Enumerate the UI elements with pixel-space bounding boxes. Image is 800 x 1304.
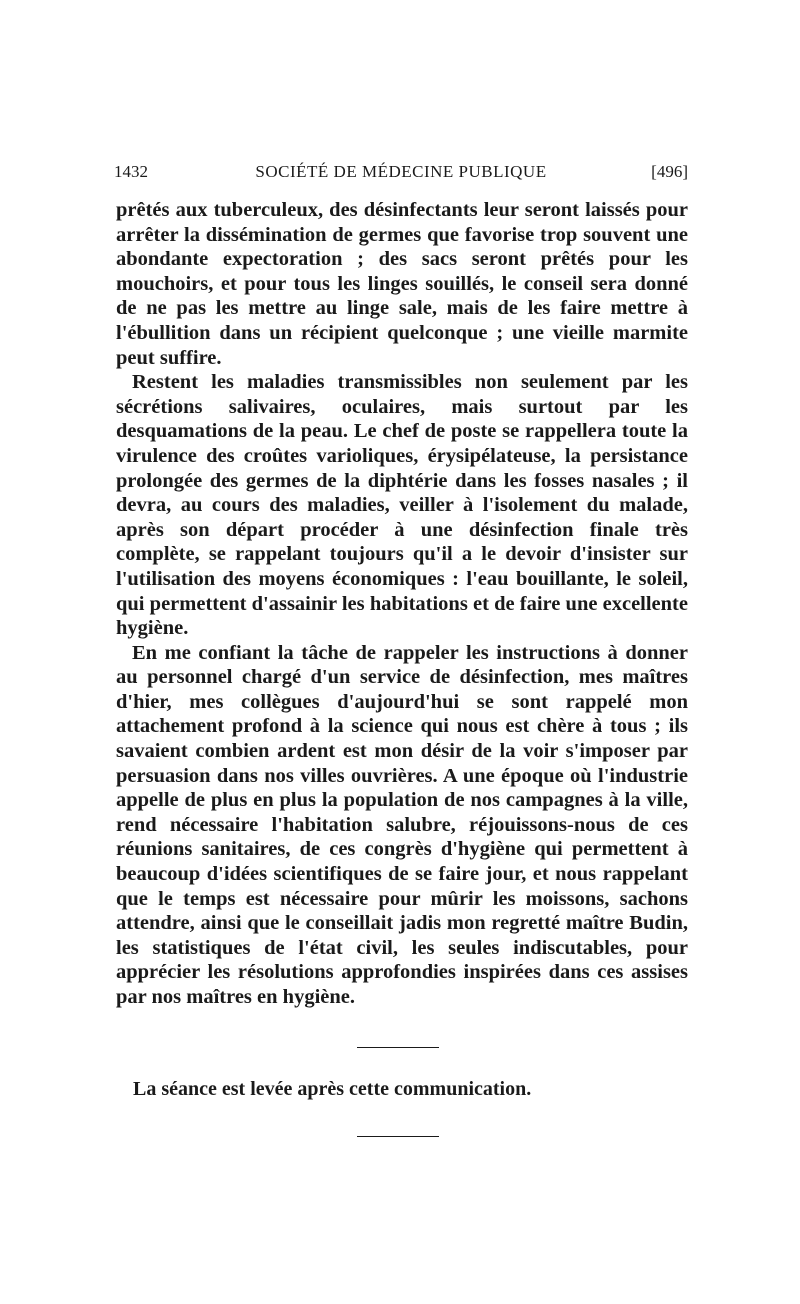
- body-text: [116, 198, 688, 1010]
- paragraph-continued: prêtés aux tuberculeux, des désinfectants leur seront laissés pour arrêter la dissémination de germes que favorise trop souvent une abondante expectoration ; des sacs seront prêtés pour les mouchoirs, et pour tous les linges souillés, le conseil sera donné de ne pas les mettre au linge sale, mais de les faire mettre à l'ébullition dans un récipient quelconque ; une vieille marmite peut suffire.: [116, 199, 688, 369]
- section-divider: [357, 1047, 439, 1048]
- paragraph: Restent les maladies transmissibles non seulement par les sécrétions salivaires, oculaires, mais surtout par les desquamations de la peau. Le chef de poste se rappellera toute la virulence des croûtes varioliques, érysipélateuse, la persistance prolongée des germes de la diphtérie dans les fosses nasales ; il devra, au cours des maladies, veiller à l'isolement du malade, après son départ procéder à une désinfection finale très complète, se rappelant toujours qu'il a le devoir d'insister sur l'utilisation des moyens économiques : l'eau bouillante, le soleil, qui permettent d'assainir les habitations et de faire une excellente hygiène.: [116, 371, 688, 640]
- running-header: [114, 160, 688, 184]
- page-reference: [496]: [651, 162, 688, 181]
- paragraph: En me confiant la tâche de rappeler les instructions à donner au personnel chargé d'un service de désinfection, mes maîtres d'hier, mes collègues d'aujourd'hui se sont rappelé mon attachement profond à la science qui nous est chère à tous ; ils savaient combien ardent est mon désir de la voir s'imposer par persuasion dans nos villes ouvrières. A une époque où l'industrie appelle de plus en plus la population de nos campagnes à la ville, rend nécessaire l'habitation salubre, réjouissons-nous de ces réunions sanitaires, de ces congrès d'hygiène qui permettent à beaucoup d'idées scientifiques de se faire jour, et nous rappelant que le temps est nécessaire pour mûrir les moissons, sachons attendre, ainsi que le conseillait jadis mon regretté maître Budin, les statistiques de l'état civil, les seules indiscutables, pour apprécier les résolutions approfondies inspirées dans ces assises par nos maîtres en hygiène.: [116, 641, 688, 1008]
- section-divider: [357, 1136, 439, 1137]
- closing-note: La séance est levée après cette communication.: [133, 1078, 532, 1100]
- running-title: SOCIÉTÉ DE MÉDECINE PUBLIQUE: [255, 162, 547, 181]
- page-number: 1432: [114, 162, 148, 181]
